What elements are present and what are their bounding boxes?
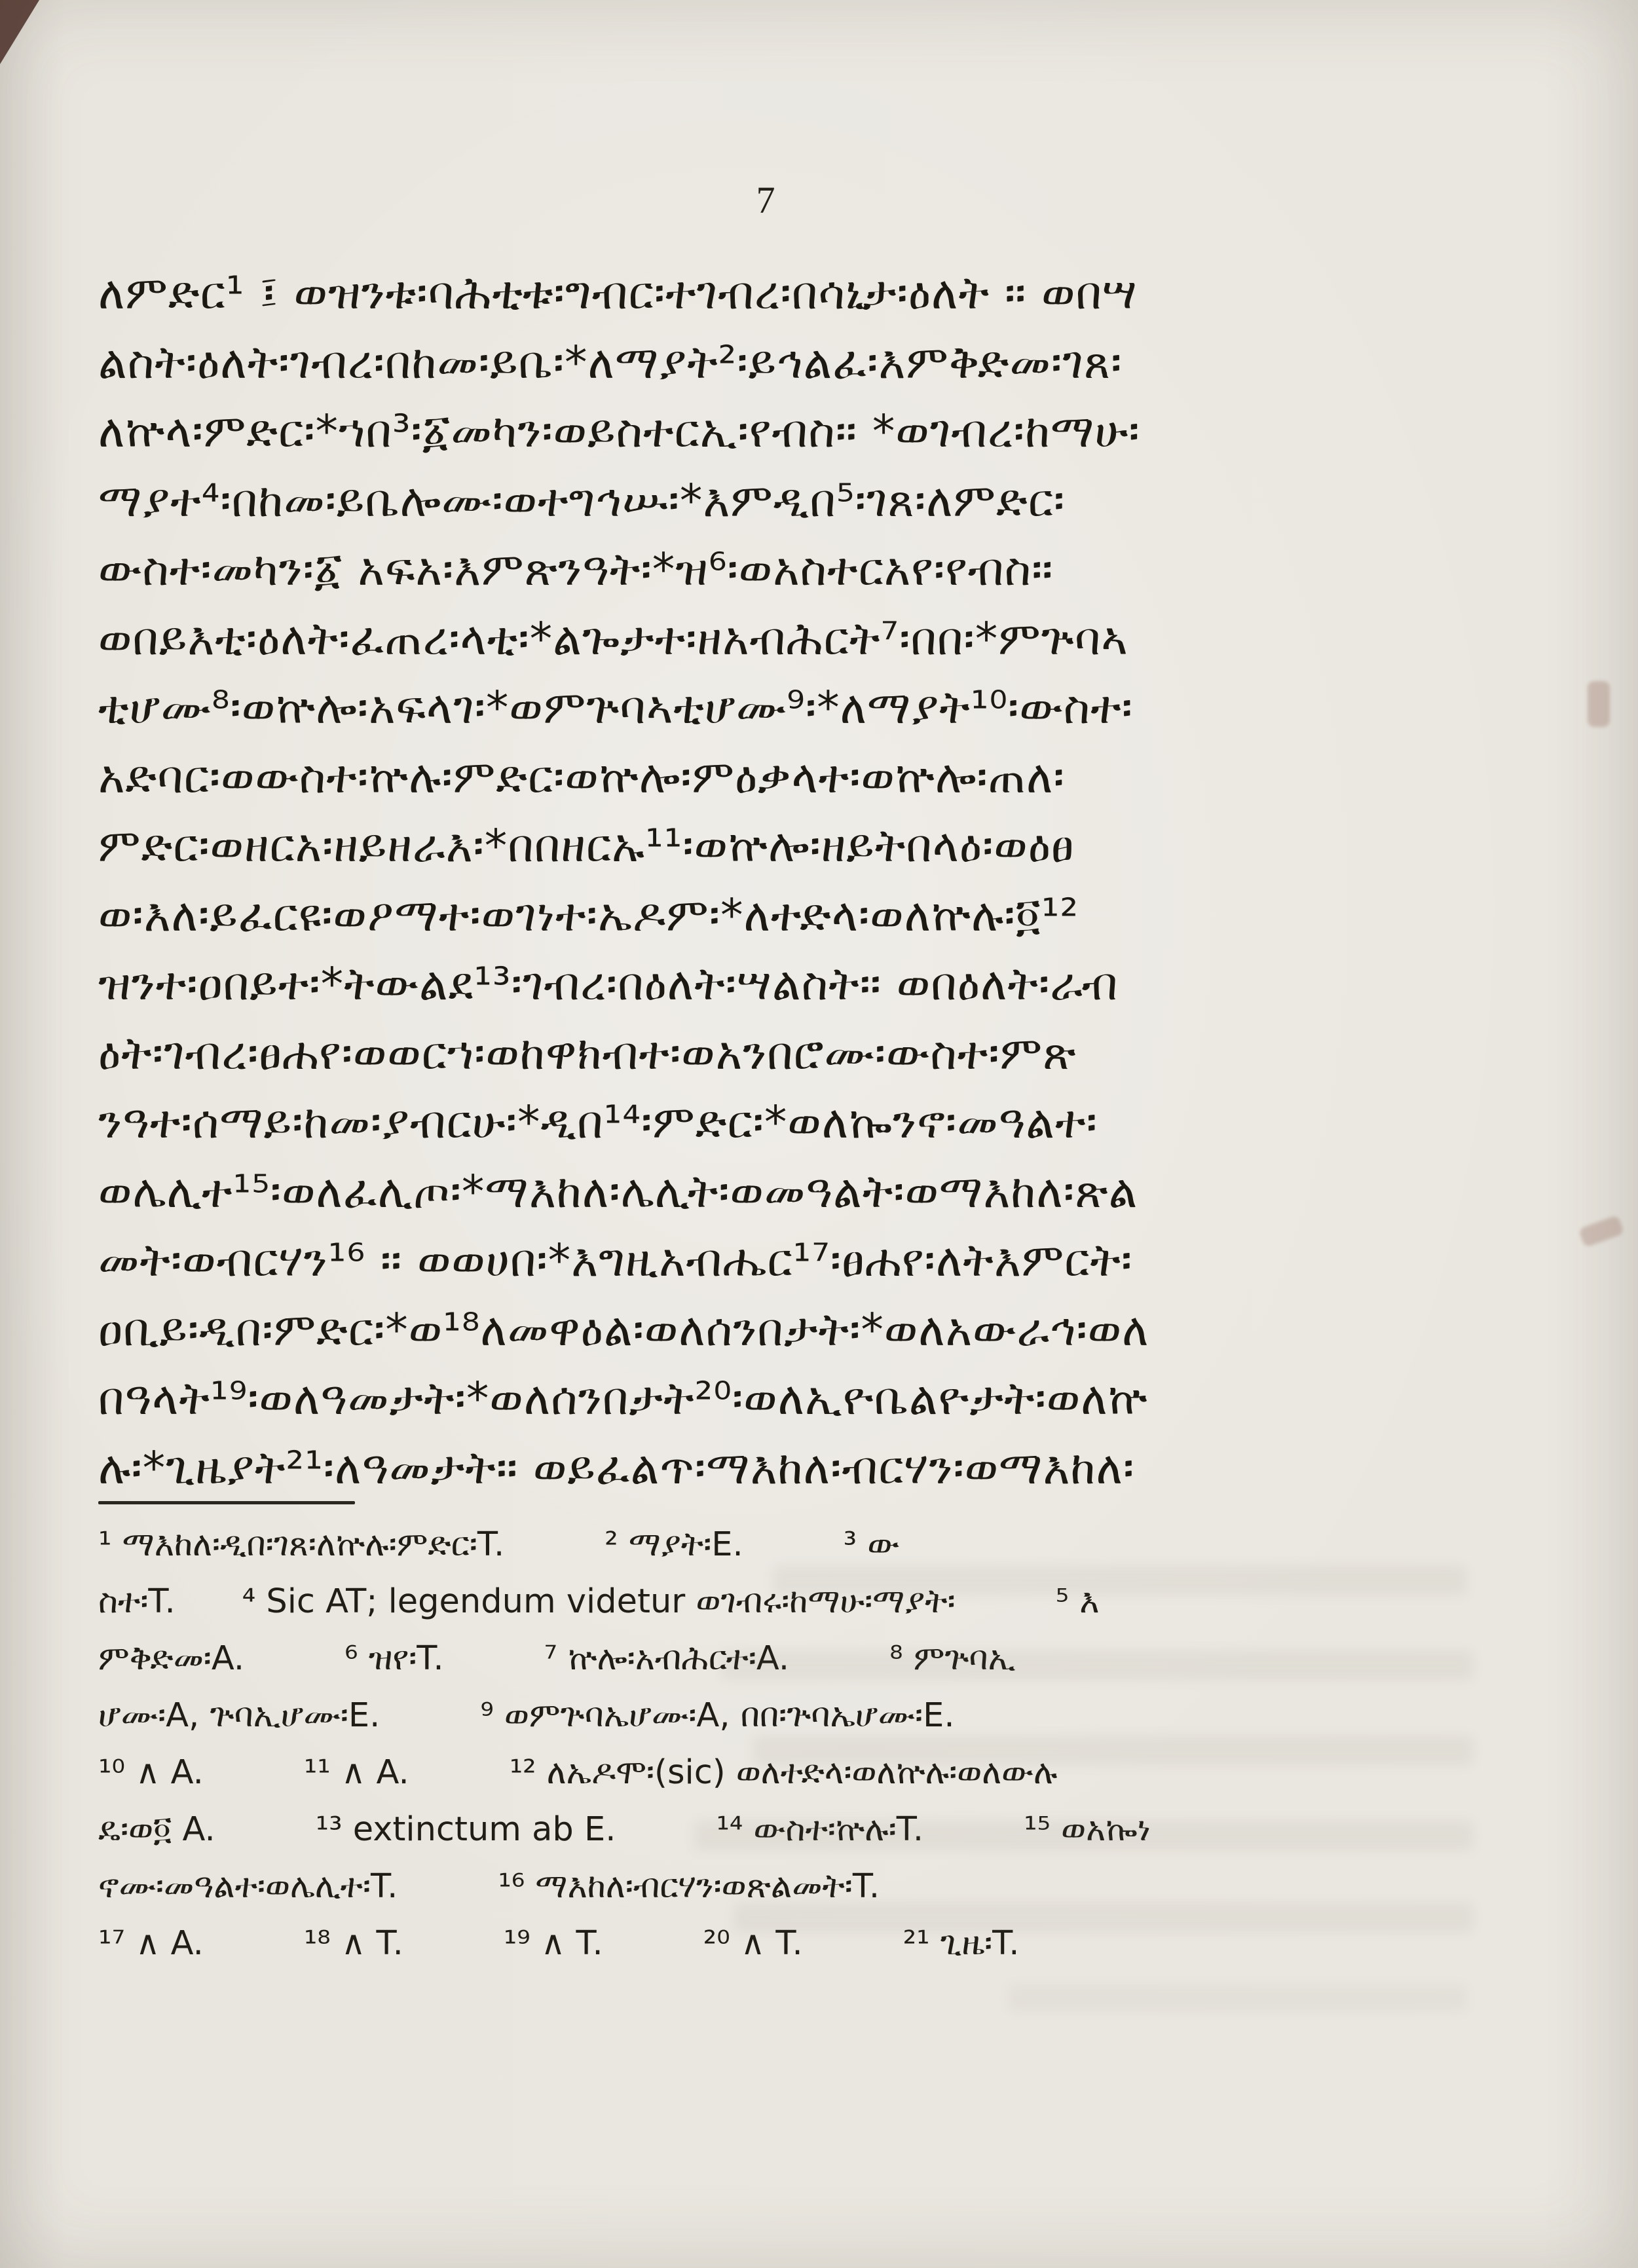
footnote-line: ሆሙ፡A, ጕባኢሆሙ፡E. ⁹ ወምጕባኤሆሙ፡A, በበ፡ጕባኤሆሙ፡E. [98, 1696, 955, 1735]
text-line: ዝንተ፡ዐበይተ፡*ትውልደ¹³፡ገብረ፡በዕለት፡ሣልስት። ወበዕለት፡ራብ [98, 958, 1119, 1011]
text-line: ሉ፡*ጊዜያት²¹፡ለዓመታት። ወይፈልጥ፡ማእከለ፡ብርሃን፡ወማእከለ፡ [98, 1441, 1135, 1495]
text-line: ውስተ፡መካን፡፩ አፍአ፡እምጽንዓት፡*ዝ⁶፡ወአስተርአየ፡የብስ። [98, 544, 1054, 596]
text-line: ልስት፡ዕለት፡ገብረ፡በከመ፡ይቤ፡*ለማያት²፡ይኅልፈ፡እምቅድመ፡ገጸ፡ [98, 336, 1123, 389]
text-line: ቲሆሙ⁸፡ወኵሎ፡አፍላገ፡*ወምጕባኣቲሆሙ⁹፡*ለማያት¹⁰፡ውስተ፡ [98, 682, 1133, 734]
footnote-line: ¹⁷ ∧ A. ¹⁸ ∧ T. ¹⁹ ∧ T. ²⁰ ∧ T. ²¹ ጊዜ፡T. [98, 1924, 1020, 1963]
margin-smudge-artifact [1588, 681, 1610, 727]
footnote-line: ¹⁰ ∧ A. ¹¹ ∧ A. ¹² ለኤዶሞ፡(sic) ወለተድላ፡ወለኵሉ፡ወለውሉ [98, 1753, 1058, 1792]
text-line: ዐቢይ፡ዲበ፡ምድር፡*ወ¹⁸ለመዋዕል፡ወለሰንበታት፡*ወለአውራኅ፡ወለ [98, 1303, 1149, 1356]
text-line: ወ፡እለ፡ይፈርዩ፡ወዖማተ፡ወገነተ፡ኤዶም፡*ለተድላ፡ወለኵሉ፡፬¹² [98, 889, 1079, 942]
footnote-line: ዴ፡ወ፬ A. ¹³ extinctum ab E. ¹⁴ ውስተ፡ኵሉ፡T. ¹⁵ ወአኰነ [98, 1810, 1151, 1849]
footnote-line: ምቅድመ፡A. ⁶ ዝየ፡T. ⁷ ኵሎ፡አብሕርተ፡A. ⁸ ምጕባኢ [98, 1639, 1016, 1678]
text-line: ዕት፡ገብረ፡ፀሐየ፡ወወርኀ፡ወከዋክብተ፡ወአንበሮሙ፡ውስተ፡ምጽ [98, 1027, 1077, 1080]
text-line: ንዓተ፡ሰማይ፡ከመ፡ያብርሁ፡*ዲበ¹⁴፡ምድር፡*ወለኰንኖ፡መዓልተ፡ [98, 1096, 1098, 1149]
page-number: 7 [756, 179, 777, 221]
margin-smudge-artifact [1578, 1215, 1624, 1248]
verso-bleedthrough-artifact [753, 1736, 1474, 1766]
text-line: ምድር፡ወዘርአ፡ዘይዘራእ፡*በበዘርኡ¹¹፡ወኵሎ፡ዘይትበላዕ፡ወዕፀ [98, 820, 1075, 872]
text-line: አድባር፡ወውስተ፡ኵሉ፡ምድር፡ወኵሎ፡ምዕቃላተ፡ወኵሎ፡ጠለ፡ [98, 751, 1065, 804]
text-line: በዓላት¹⁹፡ወለዓመታት፡*ወለሰንበታት²⁰፡ወለኢዮቤልዮታት፡ወለኵ [98, 1373, 1148, 1425]
text-line: ለኵላ፡ምድር፡*ኀበ³፡፩መካን፡ወይስተርኢ፡የብስ። *ወገብረ፡ከማሁ፡ [98, 405, 1140, 458]
footnote-line: ስተ፡T. ⁴ Sic AT; legendum videtur ወገብሩ፡ከማሁ፡ማያት፡ ⁵ እ [98, 1582, 1100, 1621]
verso-bleedthrough-artifact [720, 1650, 1474, 1681]
main-text-block [98, 261, 1513, 1504]
footnote-line: ኖሙ፡መዓልተ፡ወሌሊተ፡T. ¹⁶ ማእከለ፡ብርሃን፡ወጽልመት፡T. [98, 1867, 880, 1906]
verso-bleedthrough-artifact [694, 1821, 1474, 1851]
footnote-line: ¹ ማእከለ፡ዲበ፡ገጸ፡ለኵሉ፡ምድር፡T. ² ማያት፡E. ³ ው [98, 1525, 900, 1564]
text-line: ወሌሊተ¹⁵፡ወለፈሊጦ፡*ማእከለ፡ሌሊት፡ወመዓልት፡ወማእከለ፡ጽል [98, 1165, 1138, 1218]
footnote-separator [98, 1501, 355, 1504]
verso-bleedthrough-artifact [734, 1903, 1474, 1933]
text-line: ማያተ⁴፡በከመ፡ይቤሎሙ፡ወተግኅሡ፡*እምዲበ⁵፡ገጸ፡ለምድር፡ [98, 474, 1066, 527]
text-line: ወበይእቲ፡ዕለት፡ፈጠረ፡ላቲ፡*ልጐታተ፡ዘአብሕርት⁷፡በበ፡*ምጕባኣ [98, 612, 1128, 665]
text-line: መት፡ወብርሃን¹⁶ ። ወወሀበ፡*እግዚአብሔር¹⁷፡ፀሐየ፡ለትእምርት፡ [98, 1235, 1133, 1287]
scan-corner-stain [0, 0, 39, 64]
verso-bleedthrough-artifact [773, 1565, 1467, 1595]
text-line: ለምድር¹ ፤ ወዝንቱ፡ባሕቲቱ፡ግብር፡ተገብረ፡በሳኒታ፡ዕለት ። ወበሣ [98, 267, 1138, 320]
verso-bleedthrough-artifact [1009, 1984, 1467, 2012]
